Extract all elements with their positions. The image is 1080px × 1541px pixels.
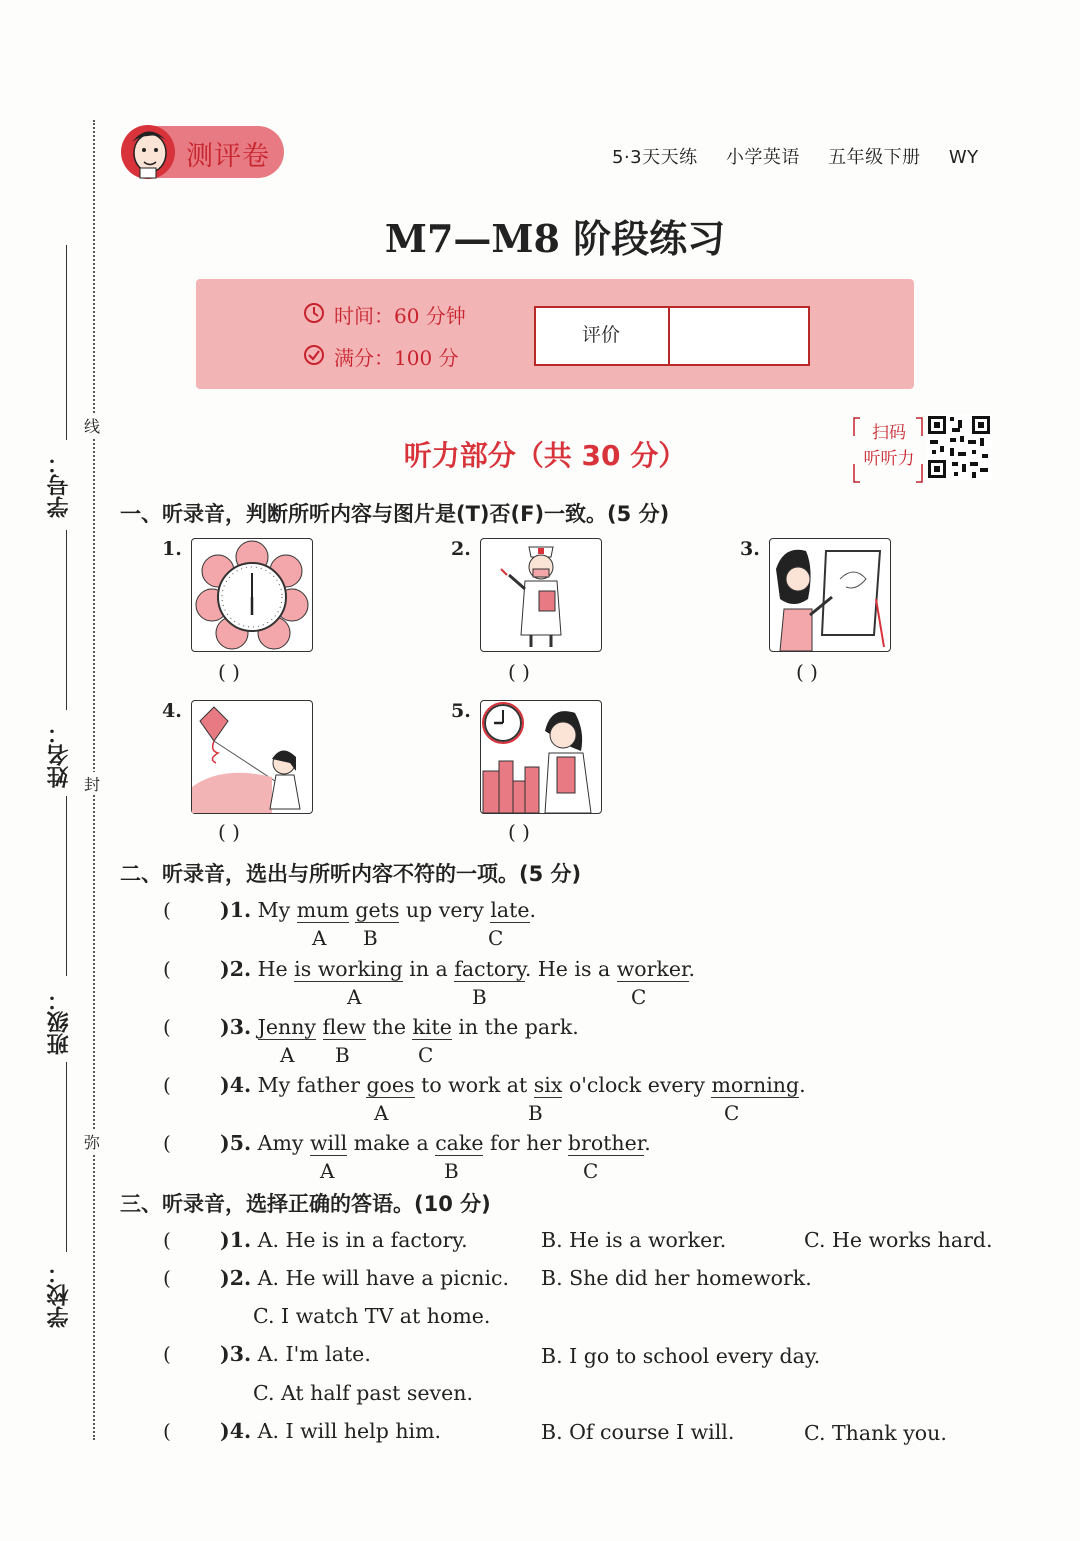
p2-item5-letter-b: B	[444, 1159, 459, 1183]
p3-item1-option-b: B. He is a worker.	[541, 1228, 727, 1252]
p2-text: to work at	[414, 1073, 534, 1097]
p1-item3-answer[interactable]: ( )	[796, 660, 818, 684]
part1-title: 一、听录音，判断所听内容与图片是(T)否(F)一致。(5 分)	[120, 502, 670, 526]
p2-item1-letter-b: B	[363, 926, 378, 950]
p3-item4-paren[interactable]: (	[163, 1419, 171, 1443]
school-label: 学校：	[47, 1262, 72, 1328]
p3-item2-num: 2.	[229, 1266, 252, 1290]
p3-item2-option-a: A. He will have a picnic.	[257, 1266, 510, 1290]
p2-option-c: worker	[616, 957, 689, 981]
p2-item5-letter-a: A	[320, 1159, 335, 1183]
p2-text	[316, 1015, 323, 1039]
evaluation-label: 评价	[581, 324, 620, 346]
girl-kite-icon	[192, 701, 312, 813]
class-line	[66, 796, 67, 976]
cut-mark-line: 线	[84, 414, 100, 437]
p1-picture-nurse	[480, 538, 602, 652]
p3-item2-option-b: B. She did her homework.	[541, 1266, 812, 1290]
p1-item1-answer[interactable]: ( )	[218, 660, 240, 684]
p2-item1-letter-c: C	[488, 926, 504, 950]
p2-item1-letter-a: A	[312, 926, 327, 950]
p2-option-c: morning	[711, 1073, 800, 1097]
p2-item5-sentence: )5. Amy will make a cake for her brother.	[220, 1131, 651, 1155]
p3-item2-option-c: C. I watch TV at home.	[253, 1304, 491, 1328]
girl-painting-icon	[770, 539, 890, 651]
p3-item2-paren[interactable]: (	[163, 1266, 171, 1290]
listening-section-title: 听力部分（共 30 分）	[403, 439, 687, 472]
p2-item2-sentence: )2. He is working in a factory. He is a worker.	[220, 957, 696, 981]
p1-item4-answer[interactable]: ( )	[218, 820, 240, 844]
p2-text: He	[257, 957, 295, 981]
p2-option-a: is working	[294, 957, 403, 981]
p2-item2-letter-b: B	[472, 985, 487, 1009]
edition-label: WY	[948, 147, 979, 168]
p2-text: o'clock every	[562, 1073, 712, 1097]
check-icon	[303, 344, 325, 366]
evaluation-divider	[668, 306, 670, 366]
p2-option-b: cake	[435, 1131, 484, 1155]
p2-item1-sentence: )1. My mum gets up very late.	[220, 898, 537, 922]
student-no-label: 学号：	[47, 452, 72, 518]
p1-item5-answer[interactable]: ( )	[508, 820, 530, 844]
p2-item5-letter-c: C	[583, 1159, 599, 1183]
p3-item4-option-c: C. Thank you.	[804, 1421, 947, 1445]
p2-text: .	[799, 1073, 806, 1097]
p2-item2-paren[interactable]: (	[163, 957, 171, 981]
p3-item4-a: )4. A. I will help him.	[220, 1419, 442, 1443]
time-label: 时间：60 分钟	[334, 304, 466, 328]
p2-text: .	[644, 1131, 651, 1155]
p2-option-a: will	[309, 1131, 348, 1155]
p2-item2-letter-c: C	[631, 985, 647, 1009]
p2-text: make a	[347, 1131, 436, 1155]
p1-item1-num: 1.	[162, 538, 182, 560]
badge-text: 测评卷	[186, 141, 270, 172]
scan-line2: 听听力	[863, 449, 915, 469]
p1-picture-girl-painting	[769, 538, 891, 652]
series-label: 5·3天天练	[612, 147, 698, 168]
p3-item1-paren[interactable]: (	[163, 1228, 171, 1252]
flower-clock-icon	[192, 539, 312, 651]
p3-item1-a: )1. A. He is in a factory.	[220, 1228, 468, 1252]
p2-item2-letter-a: A	[347, 985, 362, 1009]
p3-item2-a: )2. A. He will have a picnic.	[220, 1266, 510, 1290]
p2-text: up very	[399, 898, 491, 922]
p2-option-b: gets	[355, 898, 400, 922]
p2-item3-num: 3.	[229, 1015, 252, 1039]
p1-item4-num: 4.	[162, 700, 182, 722]
p3-item3-option-a: A. I'm late.	[257, 1342, 371, 1366]
p3-item4-option-a: A. I will help him.	[257, 1419, 442, 1443]
subject-label: 小学英语	[725, 147, 800, 168]
p3-item3-option-b: B. I go to school every day.	[541, 1344, 821, 1368]
clock-icon	[303, 302, 325, 324]
p2-item4-paren[interactable]: (	[163, 1073, 171, 1097]
p2-item3-paren[interactable]: (	[163, 1015, 171, 1039]
p2-option-a: mum	[296, 898, 349, 922]
scan-line1: 扫码	[872, 423, 906, 443]
p2-option-c: late	[490, 898, 530, 922]
p2-text: .	[688, 957, 696, 981]
qr-code-icon[interactable]	[926, 414, 992, 480]
p1-picture-girl-kite	[191, 700, 313, 814]
school-line	[66, 1062, 67, 1252]
name-line	[66, 530, 67, 710]
p2-text: in a	[402, 957, 455, 981]
nurse-icon	[481, 539, 601, 651]
p2-text: .	[529, 898, 537, 922]
page-title: M7—M8 阶段练习	[384, 216, 726, 261]
boy-mascot-icon	[118, 120, 184, 184]
p2-item3-letter-b: B	[335, 1043, 350, 1067]
cut-mark-close: 弥	[84, 1130, 100, 1153]
p3-item4-option-b: B. Of course I will.	[541, 1420, 735, 1444]
p2-item3-sentence: )3. Jenny flew the kite in the park.	[220, 1015, 579, 1039]
p2-item4-sentence: )4. My father goes to work at six o'clock every morning.	[220, 1073, 806, 1097]
p1-item5-num: 5.	[451, 700, 471, 722]
p1-item2-answer[interactable]: ( )	[508, 660, 530, 684]
p3-item3-option-c: C. At half past seven.	[253, 1381, 473, 1405]
p2-item4-letter-b: B	[528, 1101, 543, 1125]
p1-item2-num: 2.	[451, 538, 471, 560]
p2-option-b: factory	[454, 957, 525, 981]
p2-item4-letter-a: A	[374, 1101, 389, 1125]
p2-option-a: Jenny	[257, 1015, 316, 1039]
p3-item1-num: 1.	[229, 1228, 252, 1252]
p2-option-b: flew	[322, 1015, 366, 1039]
p2-text: for her	[483, 1131, 568, 1155]
p2-item4-letter-c: C	[724, 1101, 740, 1125]
part2-title: 二、听录音，选出与所听内容不符的一项。(5 分)	[120, 862, 582, 886]
p2-item3-letter-a: A	[280, 1043, 295, 1067]
p3-item4-num: 4.	[229, 1419, 252, 1443]
p2-item3-letter-c: C	[418, 1043, 434, 1067]
p2-item4-num: 4.	[229, 1073, 252, 1097]
p3-item1-option-c: C. He works hard.	[804, 1228, 993, 1252]
p1-picture-girl-clock	[480, 700, 602, 814]
p2-text: Amy	[257, 1131, 310, 1155]
p2-text: in the park.	[451, 1015, 579, 1039]
part3-title: 三、听录音，选择正确的答语。(10 分)	[120, 1192, 491, 1216]
p2-item1-num: 1.	[229, 898, 252, 922]
p2-text: My	[257, 898, 297, 922]
name-label: 姓名：	[47, 722, 72, 788]
p2-item5-num: 5.	[229, 1131, 252, 1155]
scan-label	[858, 420, 920, 472]
student-no-line	[66, 245, 67, 440]
p3-item1-option-a: A. He is in a factory.	[257, 1228, 468, 1252]
class-label: 班级：	[47, 989, 72, 1055]
p2-text: My father	[257, 1073, 367, 1097]
p3-item3-paren[interactable]: (	[163, 1342, 171, 1366]
score-label: 满分：100 分	[334, 346, 459, 370]
p3-item3-num: 3.	[229, 1342, 252, 1366]
cut-mark-seal: 封	[84, 772, 100, 795]
p2-option-c: kite	[412, 1015, 452, 1039]
girl-clock-icon	[481, 701, 601, 813]
p2-text: the	[365, 1015, 413, 1039]
grade-label: 五年级下册	[828, 147, 921, 168]
p1-item3-num: 3.	[740, 538, 760, 560]
page-header-info	[612, 143, 979, 169]
p2-item2-num: 2.	[229, 957, 252, 981]
p2-option-c: brother	[567, 1131, 645, 1155]
p2-item1-paren[interactable]: (	[163, 898, 171, 922]
p2-item5-paren[interactable]: (	[163, 1131, 171, 1155]
p2-text: . He is a	[524, 957, 617, 981]
p2-option-b: six	[533, 1073, 563, 1097]
p1-picture-flower-clock	[191, 538, 313, 652]
p2-option-a: goes	[366, 1073, 415, 1097]
p3-item3-a: )3. A. I'm late.	[220, 1342, 371, 1366]
